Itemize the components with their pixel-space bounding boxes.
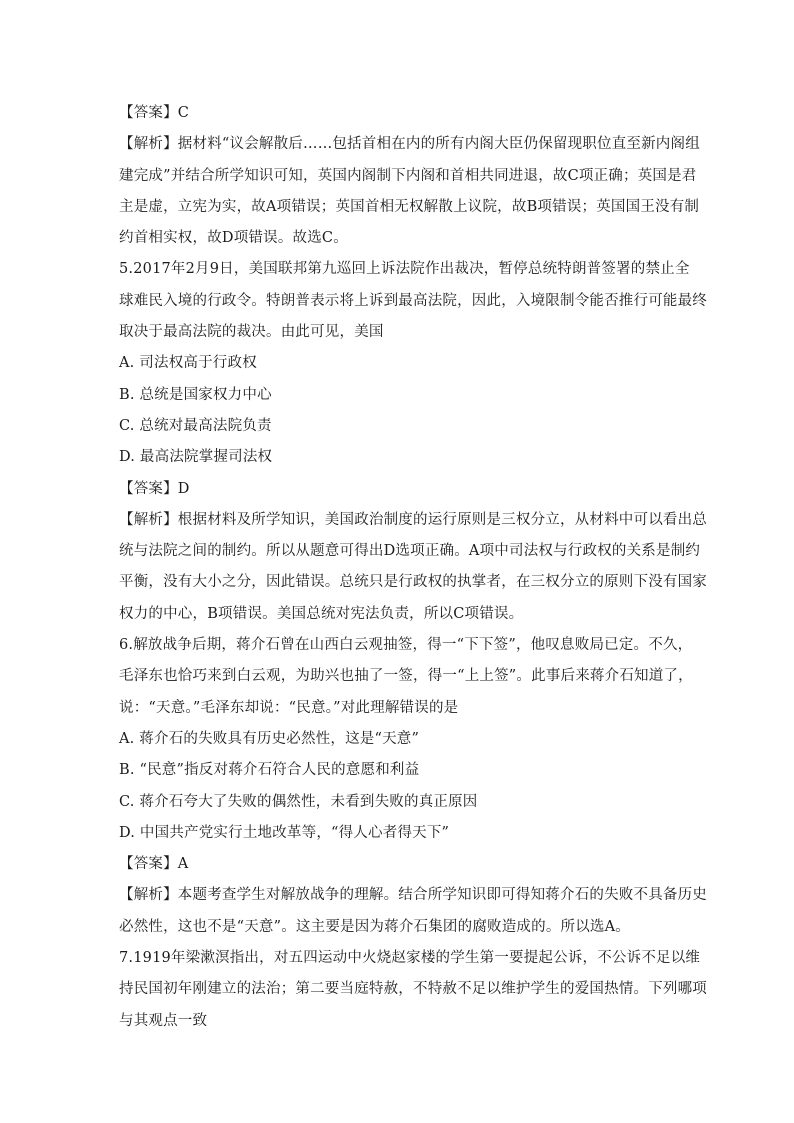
analysis-line: 建完成”并结合所学知识可知，英国内阁制下内阁和首相共同进退，故C项正确；英国是君 bbox=[119, 167, 697, 184]
question-line: 毛泽东也恰巧来到白云观，为助兴也抽了一签，得一“上上签”。此事后来蒋介石知道了， bbox=[119, 668, 693, 685]
question-line: 取决于最高法院的裁决。由此可见，美国 bbox=[119, 324, 384, 341]
analysis-line: 【解析】本题考查学生对解放战争的理解。结合所学知识即可得知蒋介石的失败不具备历史 bbox=[119, 887, 707, 904]
option-line: A. 司法权高于行政权 bbox=[119, 355, 257, 372]
question-line: 6.解放战争后期，蒋介石曾在山西白云观抽签，得一“下下签”，他叹息败局已定。不久， bbox=[119, 637, 693, 654]
question-line: 与其观点一致 bbox=[119, 1012, 208, 1029]
analysis-line: 权力的中心，B项错误。美国总统对宪法负责，所以C项错误。 bbox=[119, 605, 524, 622]
answer-line: 【答案】A bbox=[119, 856, 189, 873]
option-line: B. “民意”指反对蒋介石符合人民的意愿和利益 bbox=[119, 762, 420, 779]
analysis-line: 【解析】根据材料及所学知识，美国政治制度的运行原则是三权分立，从材料中可以看出总 bbox=[119, 511, 707, 528]
option-line: B. 总统是国家权力中心 bbox=[119, 386, 272, 403]
document-page bbox=[119, 98, 707, 1037]
option-line: D. 最高法院掌握司法权 bbox=[119, 449, 273, 466]
question-line: 球难民入境的行政令。特朗普表示将上诉到最高法院，因此，入境限制令能否推行可能最终 bbox=[119, 292, 707, 309]
question-line: 持民国初年刚建立的法治；第二要当庭特赦，不特赦不足以维护学生的爱国热情。下列哪项 bbox=[119, 981, 707, 998]
question-line: 7.1919年梁漱溟指出，对五四运动中火烧赵家楼的学生第一要提起公诉，不公诉不足以维 bbox=[119, 950, 701, 967]
option-line: D. 中国共产党实行土地改革等，“得人心者得天下” bbox=[119, 824, 450, 841]
analysis-line: 【解析】据材料“议会解散后……包括首相在内的所有内阁大臣仍保留现职位直至新内阁组 bbox=[119, 136, 700, 153]
option-line: C. 蒋介石夸大了失败的偶然性，未看到失败的真正原因 bbox=[119, 793, 478, 810]
analysis-line: 必然性，这也不是“天意”。这主要是因为蒋介石集团的腐败造成的。所以选A。 bbox=[119, 918, 630, 935]
analysis-line: 主是虚，立宪为实，故A项错误；英国首相无权解散上议院，故B项错误；英国国王没有制 bbox=[119, 198, 700, 215]
question-line: 说：“天意。”毛泽东却说：“民意。”对此理解错误的是 bbox=[119, 699, 459, 716]
option-line: A. 蒋介石的失败具有历史必然性，这是“天意” bbox=[119, 730, 420, 747]
option-line: C. 总统对最高法院负责 bbox=[119, 417, 272, 434]
analysis-line: 平衡，没有大小之分，因此错误。总统只是行政权的执掌者，在三权分立的原则下没有国家 bbox=[119, 574, 707, 591]
question-line: 5.2017年2月9日，美国联邦第九巡回上诉法院作出裁决，暂停总统特朗普签署的禁止全 bbox=[119, 261, 690, 278]
answer-line: 【答案】D bbox=[119, 480, 190, 497]
answer-line: 【答案】C bbox=[119, 105, 190, 121]
analysis-line: 统与法院之间的制约。所以从题意可得出D选项正确。A项中司法权与行政权的关系是制约 bbox=[119, 543, 701, 560]
analysis-line: 约首相实权，故D项错误。故选C。 bbox=[119, 230, 348, 247]
